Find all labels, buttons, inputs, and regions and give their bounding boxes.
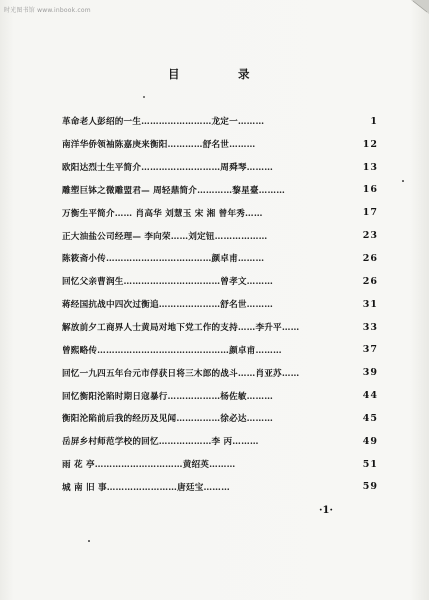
toc-entry: 南洋华侨领袖陈嘉庚来衡阳…………舒名世……… [62,140,256,151]
toc-row [62,110,378,133]
toc-page-number: 13 [362,161,378,173]
toc-row [62,361,378,384]
toc-entry: 欧阳达烈士生平简介………………………周舜琴……… [62,163,274,174]
toc-entry: 陈筱斋小传………………………………颜卓甫……… [62,254,265,265]
toc-row [62,156,378,179]
toc-row [62,133,378,156]
toc-row [62,293,378,316]
footer-page-number: ·1· [319,505,333,516]
toc-row [62,201,378,224]
toc-row [62,338,378,361]
toc-entry: 岳屏乡村师范学校的回忆………………李 丙……… [62,437,259,448]
toc-entry: 万衡生平简介…… 肖高华 刘慧玉 宋 湘 曾年秀…… [62,208,263,219]
toc-page-number: 49 [362,435,378,447]
toc-page-number: 59 [362,481,378,493]
toc-page-number: 31 [362,298,378,310]
toc-row [62,179,378,202]
toc-entry: 雕塑巨钵之微雕盟君— 周轻鼎简介…………黎星臺……… [62,185,286,196]
toc-page-number: 12 [362,138,378,150]
toc-page-number: 45 [362,412,378,424]
toc-heading-left: 目 [168,67,180,81]
toc-entry: 回忆衡阳沦陷时期日寇暴行………………杨佐敏……… [62,391,274,402]
toc-page-number: 1 [370,115,378,127]
toc-page-number: 17 [362,207,378,219]
table-of-contents [62,110,378,498]
toc-row [62,453,378,476]
toc-page-number: 39 [362,367,378,379]
toc-entry: 革命老人彭绍的一生……………………龙定一……… [62,117,265,128]
toc-entry: 蒋经国抗战中四次过衡追…………………舒名世……… [62,300,274,311]
toc-entry: 雨 花 亭…………………………黄绍英……… [62,460,236,471]
toc-entry: 回忆父亲曹润生……………………………曾孝文……… [62,277,274,288]
toc-row [62,476,378,499]
toc-row [62,430,378,453]
toc-row [62,247,378,270]
page-corner-mark [405,0,429,16]
toc-row [62,407,378,430]
toc-page-number: 26 [362,252,378,264]
toc-row [62,384,378,407]
toc-entry: 城 南 旧 事……………………唐廷宝……… [62,482,230,493]
toc-page-number: 26 [362,275,378,287]
toc-row [62,316,378,339]
toc-entry: 正大油盐公司经理— 李向荣……刘定钮……………… [62,231,268,242]
toc-entry: 衡阳沦陷前后我的经历及见闻……………徐必达……… [62,414,274,425]
scan-speck [402,180,404,182]
toc-entry: 回忆一九四五年台元市俘获日将三木郎的战斗……肖亚苏…… [62,368,300,379]
toc-heading-right: 录 [238,67,250,81]
toc-page-number: 33 [362,321,378,333]
watermark-text: 时光图书馆 www.inbook.com [4,7,91,14]
toc-row [62,270,378,293]
toc-page-number: 16 [362,184,378,196]
toc-page-number: 37 [362,344,378,356]
toc-entry: 解放前夕工商界人士黄局对地下党工作的支持……李升平…… [62,323,300,334]
toc-page-number: 51 [362,458,378,470]
toc-row [62,224,378,247]
scan-speck [143,96,145,98]
toc-page-number: 44 [362,390,378,402]
toc-entry: 曾熙略传………………………………………颜卓甫……… [62,345,282,356]
scan-speck [88,540,90,542]
toc-page-number: 23 [362,230,378,242]
